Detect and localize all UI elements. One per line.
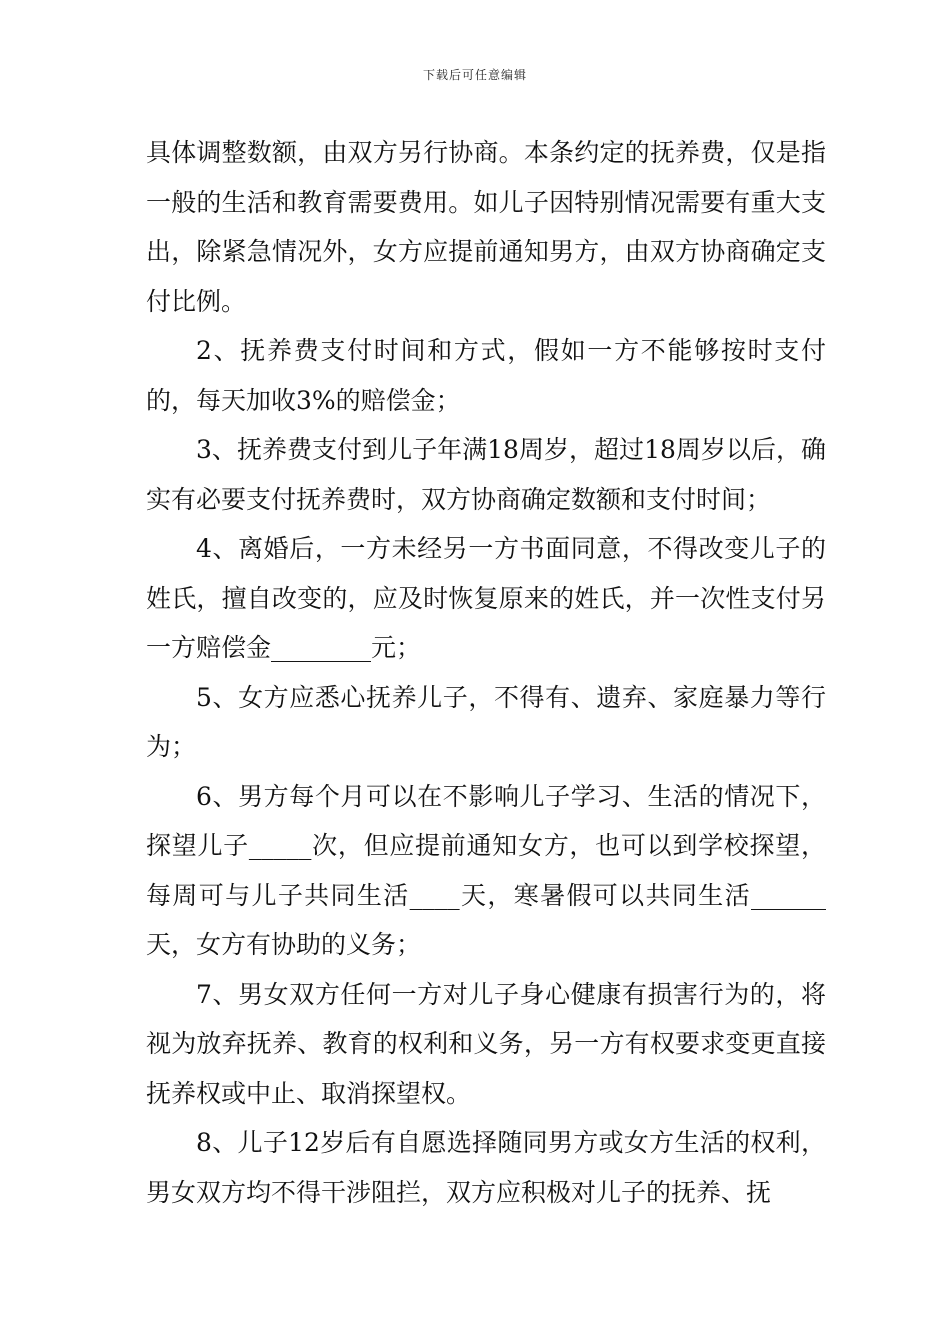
page-header: 下载后可任意编辑 bbox=[422, 68, 527, 82]
paragraph-clause-4: 4、离婚后，一方未经另一方书面同意，不得改变儿子的姓氏，擅自改变的，应及时恢复原来的姓氏，并一次性支付另一方赔偿金________元； bbox=[146, 534, 826, 662]
paragraph-clause-7: 7、男女双方任何一方对儿子身心健康有损害行为的，将视为放弃抚养、教育的权利和义务，另一方有权要求变更直接抚养权或中止、取消探望权。 bbox=[146, 979, 826, 1108]
paragraph-clause-6: 6、男方每个月可以在不影响儿子学习、生活的情况下，探望儿子_____次，但应提前通知女方，也可以到学校探望，每周可与儿子共同生活____天，寒暑假可以共同生活______天，女方有协助的义务； bbox=[146, 781, 826, 959]
paragraph-clause-8: 8、儿子12岁后有自愿选择随同男方或女方生活的权利，男女双方均不得干涉阻拦，双方应积极对儿子的抚养、抚 bbox=[146, 1128, 826, 1207]
document-body bbox=[146, 128, 826, 1217]
paragraph-clause-2: 2、抚养费支付时间和方式，假如一方不能够按时支付的，每天加收3%的赔偿金； bbox=[146, 336, 826, 415]
paragraph-continuation: 具体调整数额，由双方另行协商。本条约定的抚养费，仅是指一般的生活和教育需要费用。如儿子因特别情况需要有重大支出，除紧急情况外，女方应提前通知男方，由双方协商确定支付比例。 bbox=[146, 138, 826, 316]
paragraph-clause-5: 5、女方应悉心抚养儿子，不得有、遗弃、家庭暴力等行为； bbox=[146, 682, 826, 761]
paragraph-clause-3: 3、抚养费支付到儿子年满18周岁，超过18周岁以后，确实有必要支付抚养费时，双方协商确定数额和支付时间； bbox=[146, 435, 826, 514]
